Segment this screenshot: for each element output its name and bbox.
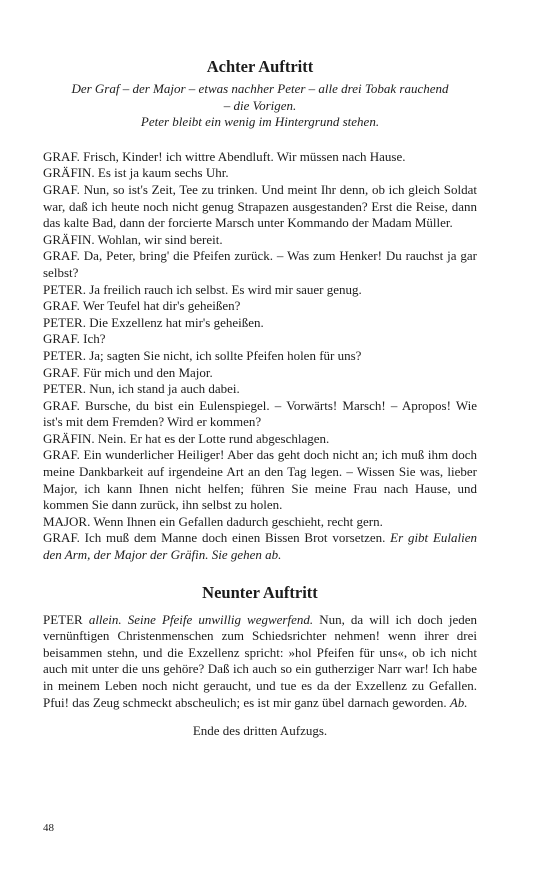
stage-line: Peter bleibt ein wenig im Hintergrund stehen. — [140, 114, 380, 130]
stage-direction-inline: Er gibt Eulalien den Arm, der Major der Gräfin. Sie gehen ab. — [43, 530, 477, 563]
stage-line: – die Vorigen. — [223, 97, 297, 113]
book-page — [43, 56, 477, 740]
stage-line: Der Graf – der Major – etwas nachher Peter – alle drei Tobak rauchend — [71, 81, 449, 96]
dialogue-line: GRÄFIN. Wohlan, wir sind bereit. — [43, 231, 223, 247]
act-end-note: Ende des dritten Aufzugs. — [192, 723, 328, 739]
dialogue-line: PETER. Nun, ich stand ja auch dabei. — [43, 381, 240, 397]
dialogue-line: GRAF. Ich muß dem Manne doch einen Bissen Brot vorsetzen. Er gibt Eulalien den Arm, der Major der Gräfin. Sie gehen ab. — [43, 530, 477, 563]
dialogue-line: PETER. Die Exzellenz hat mir's geheißen. — [43, 314, 264, 330]
dialogue-line: GRAF. Bursche, du bist ein Eulenspiegel. – Vorwärts! Marsch! – Apropos! Wie ist's mit dem Fremden? Wird er kommen? — [43, 397, 477, 430]
dialogue-line: GRAF. Nun, so ist's Zeit, Tee zu trinken. Und meint Ihr denn, ob ich gleich Soldat war, daß ich heute noch nicht genug Strapazen ausgestanden? Erst die Reise, dann das kalte Bad, dann der forcierte Marsch unter Kommando der Madam Müller. — [43, 181, 477, 231]
stage-direction-exit: Ab. — [449, 694, 468, 710]
dialogue — [43, 149, 477, 564]
stage-direction-inline: allein. Seine Pfeife unwillig wegwerfend. — [88, 611, 314, 627]
monologue-paragraph — [43, 612, 477, 712]
scene-title-9: Neunter Auftritt — [202, 582, 318, 602]
scene-title-8: Achter Auftritt — [206, 57, 314, 76]
dialogue-line: PETER. Ja freilich rauch ich selbst. Es wird mir sauer genug. — [43, 281, 362, 297]
monologue-text: Nun, da will ich doch jeden vernünftigen Christenmenschen zum Schiedsrichter nehmen! wenn ihrer drei beisammen stehn, und die Exzellenz spricht: »hol Pfeifen für uns«, ob ich nicht auch mit unter die uns gehöre? Daß ich auch so ein gutherziger Narr war! Ich habe in meinem Leben noch nicht geraucht, und tue es da der Exzellenz zu Gefallen. Pfui! das Zeug schmeckt abscheulich; es ist mir ganz übel darnach geworden. — [43, 611, 478, 710]
page-number: 48 — [43, 822, 54, 834]
speaker-name: PETER — [43, 611, 83, 627]
dialogue-line: PETER. Ja; sagten Sie nicht, ich sollte Pfeifen holen für uns? — [43, 347, 362, 363]
dialogue-line: GRAF. Frisch, Kinder! ich wittre Abendluft. Wir müssen nach Hause. — [43, 148, 406, 164]
dialogue-line: GRAF. Für mich und den Major. — [43, 364, 213, 380]
stage-direction-8 — [43, 81, 477, 131]
dialogue-line: GRAF. Ich? — [43, 331, 106, 347]
dialogue-line: GRÄFIN. Nein. Er hat es der Lotte rund abgeschlagen. — [43, 430, 330, 446]
dialogue-line: GRAF. Wer Teufel hat dir's geheißen? — [43, 298, 241, 314]
dialogue-line: MAJOR. Wenn Ihnen ein Gefallen dadurch geschieht, recht gern. — [43, 513, 383, 529]
dialogue-line: GRÄFIN. Es ist ja kaum sechs Uhr. — [43, 165, 229, 181]
dialogue-line: GRAF. Da, Peter, bring' die Pfeifen zurück. – Was zum Henker! Du rauchst ja gar selbst? — [43, 248, 477, 280]
dialogue-line: GRAF. Ein wunderlicher Heiliger! Aber das geht doch nicht an; ich muß ihm doch meine Dankbarkeit auf irgendeine Art an den Tag legen. – Wissen Sie was, lieber Major, ich kann Ihnen nicht helfen; führen Sie meine Frau nach Hause, und kommen Sie dann zurück, ihn selbst zu holen. — [43, 447, 477, 513]
